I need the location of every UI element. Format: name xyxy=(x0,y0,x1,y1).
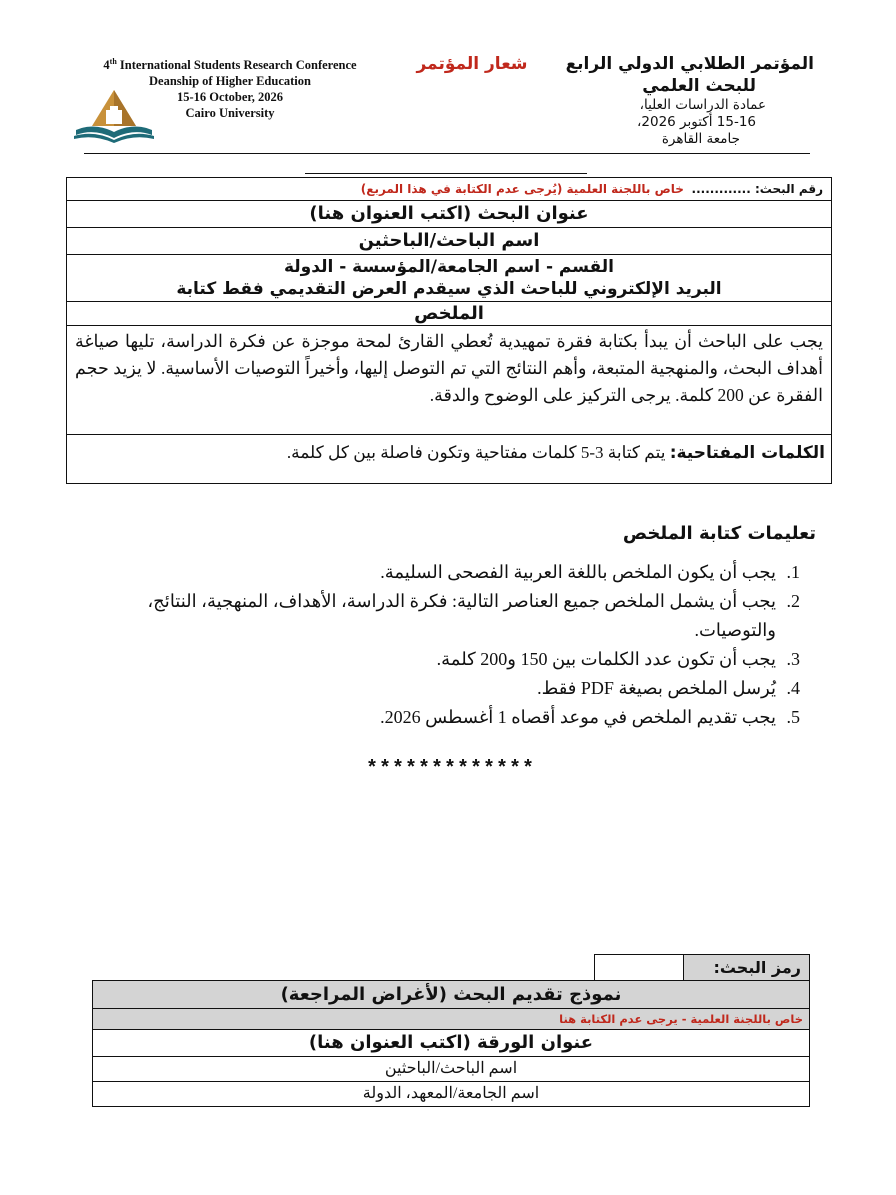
date-ar: 15-16 أكتوبر 2026، xyxy=(637,114,756,130)
conference-name-en: 4th International Students Research Conference xyxy=(103,57,357,73)
email-note: البريد الإلكتروني للباحث الذي سيقدم العرض التقديمي فقط كتابة xyxy=(176,279,722,299)
abstract-form xyxy=(66,177,832,484)
list-item: 2. يجب أن يشمل الملخص جميع العناصر التالية: فكرة الدراسة، الأهداف، المنهجية، النتائج، والتوصيات. xyxy=(82,587,782,645)
date-en: 15-16 October, 2026 xyxy=(176,90,284,105)
authors-field-bottom[interactable]: اسم الباحث/الباحثين xyxy=(93,1057,809,1082)
university-ar: جامعة القاهرة xyxy=(661,131,740,147)
list-item: 5. يجب تقديم الملخص في موعد أقصاه 1 أغسطس 2026. xyxy=(82,703,782,732)
abstract-field[interactable]: يجب على الباحث أن يبدأ بكتابة فقرة تمهيدية تُعطي القارئ لمحة موجزة عن فكرة الدراسة، تليها صياغة أهداف البحث، والمنهجية المتبعة، وأهم النتائج التي تم التوصل إليها، وأخيراً التوصيات الأساسية. لا يزيد حجم الفقرة عن 200 كلمة. يرجى التركيز على الوضوح والدقة. xyxy=(67,326,831,435)
keywords-label: الكلمات المفتاحية: xyxy=(669,443,825,463)
separator-stars: ************* xyxy=(366,758,536,781)
keywords-text: يتم كتابة 3-5 كلمات مفتاحية وتكون فاصلة بين كل كلمة. xyxy=(286,443,670,462)
keywords-field[interactable] xyxy=(67,435,831,483)
university-en: Cairo University xyxy=(185,106,275,121)
committee-note-bottom: خاص باللجنة العلمية - يرجى عدم الكتابة هنا xyxy=(93,1009,809,1030)
instructions-title: تعليمات كتابة الملخص xyxy=(622,523,816,544)
affiliation-field[interactable] xyxy=(67,255,831,302)
paper-code-label: رمز البحث: xyxy=(683,955,809,980)
conference-subtitle-ar: للبحث العلمي xyxy=(642,76,756,96)
instructions-list xyxy=(82,558,818,732)
authors-field[interactable]: اسم الباحث/الباحثين xyxy=(67,228,831,255)
header-divider xyxy=(84,153,810,154)
affiliation-text: القسم - اسم الجامعة/المؤسسة - الدولة xyxy=(283,257,615,277)
paper-title-field[interactable]: عنوان البحث (اكتب العنوان هنا) xyxy=(67,201,831,228)
submission-form xyxy=(92,980,810,1107)
paper-number-row xyxy=(67,178,831,201)
affiliation-field-bottom[interactable]: اسم الجامعة/المعهد، الدولة xyxy=(362,1085,540,1102)
deanship-en: Deanship of Higher Education xyxy=(149,74,311,89)
university-logo-icon xyxy=(72,86,156,144)
submission-form-title: نموذج تقديم البحث (لأغراض المراجعة) xyxy=(93,981,809,1009)
conference-slogan: شعار المؤتمر xyxy=(416,54,528,74)
abstract-heading: الملخص xyxy=(67,302,831,326)
committee-note: خاص باللجنة العلمية (يُرجى عدم الكتابة في هذا المربع) xyxy=(360,182,684,196)
list-item: 3. يجب أن تكون عدد الكلمات بين 150 و200 كلمة. xyxy=(82,645,782,674)
paper-title-field-bottom[interactable]: عنوان الورقة (اكتب العنوان هنا) xyxy=(93,1030,809,1057)
conference-info-ar xyxy=(544,53,814,148)
paper-number-label: رقم البحث: ............. xyxy=(691,182,823,196)
list-item: 1. يجب أن يكون الملخص باللغة العربية الفصحى السليمة. xyxy=(82,558,782,587)
header-divider-short xyxy=(305,173,587,174)
conference-name-ar: المؤتمر الطلابي الدولي الرابع xyxy=(565,54,814,74)
deanship-ar: عمادة الدراسات العليا، xyxy=(639,97,766,113)
list-item: 4. يُرسل الملخص بصيغة PDF فقط. xyxy=(82,674,782,703)
paper-code-box xyxy=(594,954,810,981)
